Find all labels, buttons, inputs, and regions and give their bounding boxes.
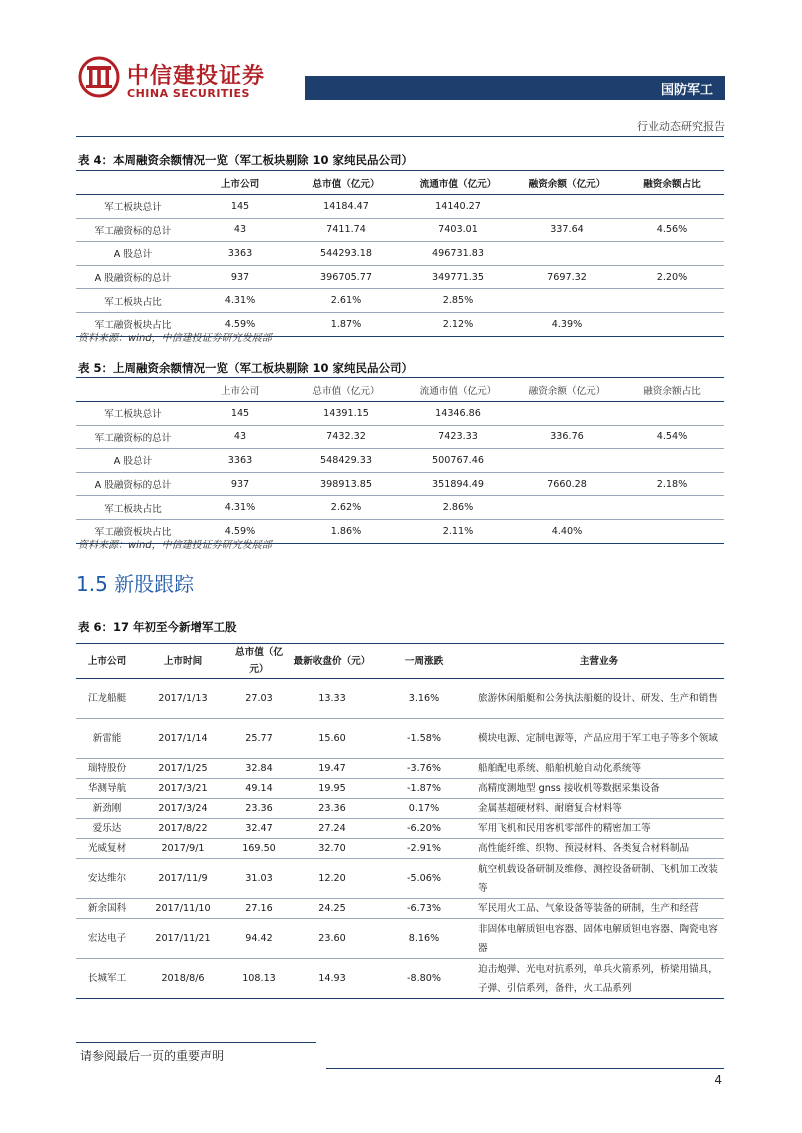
table-cell: 2017/3/24 [138, 799, 228, 819]
table-cell: 军工板块占比 [76, 496, 190, 520]
table-cell: 2.61% [290, 289, 402, 313]
table-cell: 江龙船艇 [76, 679, 138, 719]
table-cell: 3.16% [374, 679, 474, 719]
page-number: 4 [714, 1073, 722, 1087]
table-cell: 1.87% [290, 312, 402, 336]
table-cell: 398913.85 [290, 472, 402, 496]
table-cell [514, 449, 620, 473]
table-cell [620, 519, 724, 543]
table-row [76, 779, 724, 799]
table-cell: 瑞特股份 [76, 759, 138, 779]
table-cell: 43 [190, 218, 290, 242]
table-cell: 军工融资板块占比 [76, 519, 190, 543]
table-cell: 337.64 [514, 218, 620, 242]
section-heading: 1.5 新股跟踪 [76, 572, 195, 596]
table-cell: 旅游休闲船艇和公务执法船艇的设计、研发、生产和销售 [474, 679, 724, 719]
table-row [76, 899, 724, 919]
table-cell: 12.20 [290, 859, 374, 899]
table5-col-3: 流通市值（亿元） [402, 378, 514, 402]
table-cell: 14391.15 [290, 402, 402, 426]
table-cell: 军工融资板块占比 [76, 312, 190, 336]
citic-logo-icon [78, 56, 120, 98]
table-row [76, 195, 724, 219]
table6-col-3: 最新收盘价（元） [290, 644, 374, 679]
table-cell: 3363 [190, 242, 290, 266]
table-cell: 27.03 [228, 679, 290, 719]
table-cell: 544293.18 [290, 242, 402, 266]
table-cell: 船舶配电系统、船舶机舱自动化系统等 [474, 759, 724, 779]
table-cell: 351894.49 [402, 472, 514, 496]
table-cell: 2017/3/21 [138, 779, 228, 799]
table6-col-4: 一周涨跌 [374, 644, 474, 679]
table-cell: 金属基超硬材料、耐磨复合材料等 [474, 799, 724, 819]
table-cell: 军用飞机和民用客机零部件的精密加工等 [474, 819, 724, 839]
table-cell: 1.86% [290, 519, 402, 543]
table-cell: 军工板块总计 [76, 402, 190, 426]
table-cell: 2017/1/13 [138, 679, 228, 719]
table-cell: 2.18% [620, 472, 724, 496]
table-cell: 军工融资标的总计 [76, 425, 190, 449]
table-cell [514, 402, 620, 426]
table-cell: 7432.32 [290, 425, 402, 449]
table-cell: 军工板块总计 [76, 195, 190, 219]
table-cell: 2.62% [290, 496, 402, 520]
header-section-bar [305, 76, 725, 100]
table-cell: 145 [190, 402, 290, 426]
table-row [76, 759, 724, 779]
table-row [76, 265, 724, 289]
table6-header-row [76, 644, 724, 679]
table-cell: 937 [190, 472, 290, 496]
table-cell: 军民用火工品、气象设备等装备的研制，生产和经营 [474, 899, 724, 919]
header-divider [76, 136, 724, 137]
table-cell: 14184.47 [290, 195, 402, 219]
table-cell [620, 496, 724, 520]
table-row [76, 472, 724, 496]
table-row [76, 839, 724, 859]
table-cell: 23.36 [228, 799, 290, 819]
table-row [76, 449, 724, 473]
table-cell: 7403.01 [402, 218, 514, 242]
table-cell [514, 496, 620, 520]
table-cell: 迫击炮弹、光电对抗系列，单兵火箭系列，桥梁用锚具，子弹、引信系列，备件，火工品系列 [474, 959, 724, 999]
table-cell: 49.14 [228, 779, 290, 799]
table-cell: 500767.46 [402, 449, 514, 473]
table5-col-4: 融资余额（亿元） [514, 378, 620, 402]
table-cell: 宏达电子 [76, 919, 138, 959]
table6-col-5: 主营业务 [474, 644, 724, 679]
table6 [76, 643, 724, 999]
table-row [76, 402, 724, 426]
table-cell: A 股总计 [76, 449, 190, 473]
table-cell: 937 [190, 265, 290, 289]
table-cell: 23.60 [290, 919, 374, 959]
table-cell: 27.16 [228, 899, 290, 919]
table-cell [620, 242, 724, 266]
table-cell: 非固体电解质钽电容器、固体电解质钽电容器、陶瓷电容器 [474, 919, 724, 959]
table-cell: 24.25 [290, 899, 374, 919]
table-cell: 2.12% [402, 312, 514, 336]
table4-source: 资料来源：wind，中信建投证券研究发展部 [78, 333, 272, 344]
table-cell: 4.40% [514, 519, 620, 543]
table-row [76, 679, 724, 719]
table-cell: 32.84 [228, 759, 290, 779]
table-cell: 7660.28 [514, 472, 620, 496]
table-cell: 4.56% [620, 218, 724, 242]
table-cell: 349771.35 [402, 265, 514, 289]
table-cell: 2.20% [620, 265, 724, 289]
table-cell: 25.77 [228, 719, 290, 759]
table-cell: 2017/9/1 [138, 839, 228, 859]
table5-col-5: 融资余额占比 [620, 378, 724, 402]
table-cell [620, 195, 724, 219]
table-cell: 4.54% [620, 425, 724, 449]
table-cell [620, 449, 724, 473]
table-cell: 108.13 [228, 959, 290, 999]
table-cell: -2.91% [374, 839, 474, 859]
table-cell: 华测导航 [76, 779, 138, 799]
table-cell: 496731.83 [402, 242, 514, 266]
table-cell: -8.80% [374, 959, 474, 999]
table-cell: 军工板块占比 [76, 289, 190, 313]
table-cell: -1.87% [374, 779, 474, 799]
table-cell: 14.93 [290, 959, 374, 999]
table-cell: -6.20% [374, 819, 474, 839]
table-cell: 航空机载设备研制及维修、测控设备研制、飞机加工改装等 [474, 859, 724, 899]
table-cell: 2017/1/25 [138, 759, 228, 779]
table5-title: 表 5：上周融资余额情况一览（军工板块剔除 10 家纯民品公司） [78, 361, 414, 375]
table4-col-0 [76, 171, 190, 195]
table-cell: 27.24 [290, 819, 374, 839]
table-cell: 4.31% [190, 496, 290, 520]
table4-col-2: 总市值（亿元） [290, 171, 402, 195]
table-cell: 145 [190, 195, 290, 219]
table6-col-0: 上市公司 [76, 644, 138, 679]
table-row [76, 719, 724, 759]
table-cell: 2017/11/21 [138, 919, 228, 959]
table-cell [620, 289, 724, 313]
table-cell: 19.95 [290, 779, 374, 799]
table5-source: 资料来源：wind，中信建投证券研究发展部 [78, 540, 272, 551]
table5-col-2: 总市值（亿元） [290, 378, 402, 402]
table-cell: -5.06% [374, 859, 474, 899]
table-cell: 4.59% [190, 519, 290, 543]
table-cell: 336.76 [514, 425, 620, 449]
footer-divider-left [76, 1042, 316, 1043]
table-cell: 14346.86 [402, 402, 514, 426]
brand-name-en: CHINA SECURITIES [127, 87, 250, 100]
table-cell: 长城军工 [76, 959, 138, 999]
table-cell: A 股融资标的总计 [76, 472, 190, 496]
table4-col-3: 流通市值（亿元） [402, 171, 514, 195]
table-cell [514, 242, 620, 266]
table-row [76, 959, 724, 999]
disclaimer-note: 请参阅最后一页的重要声明 [80, 1049, 225, 1063]
table-cell: -1.58% [374, 719, 474, 759]
table-cell: A 股融资标的总计 [76, 265, 190, 289]
table6-col-1: 上市时间 [138, 644, 228, 679]
table-cell: 7411.74 [290, 218, 402, 242]
table-cell: 15.60 [290, 719, 374, 759]
table-cell: 3363 [190, 449, 290, 473]
table-cell: 4.31% [190, 289, 290, 313]
table-cell: 23.36 [290, 799, 374, 819]
table5-col-0 [76, 378, 190, 402]
table4-header-row [76, 171, 724, 195]
table-cell: 548429.33 [290, 449, 402, 473]
brand-name-cn: 中信建投证券 [127, 64, 266, 89]
table-cell: 2017/8/22 [138, 819, 228, 839]
table-cell: -6.73% [374, 899, 474, 919]
table-cell: 4.59% [190, 312, 290, 336]
table-cell: 新劲刚 [76, 799, 138, 819]
table-row [76, 819, 724, 839]
table-cell: 8.16% [374, 919, 474, 959]
table-cell: 7423.33 [402, 425, 514, 449]
table-cell: 43 [190, 425, 290, 449]
table-cell: 安达维尔 [76, 859, 138, 899]
table-cell: -3.76% [374, 759, 474, 779]
table-cell: 新雷能 [76, 719, 138, 759]
table5-header-row [76, 378, 724, 402]
table-cell: 2018/8/6 [138, 959, 228, 999]
table-cell: 31.03 [228, 859, 290, 899]
table-cell [620, 312, 724, 336]
table-row [76, 425, 724, 449]
table6-col-2: 总市值（亿元） [228, 644, 290, 679]
table4 [76, 171, 724, 337]
table-cell: 模块电源、定制电源等，产品应用于军工电子等多个领域 [474, 719, 724, 759]
table-cell: 2017/1/14 [138, 719, 228, 759]
table-cell: 军工融资标的总计 [76, 218, 190, 242]
table6-title: 表 6：17 年初至今新增军工股 [78, 620, 237, 634]
table-cell: 2.11% [402, 519, 514, 543]
table4-col-4: 融资余额（亿元） [514, 171, 620, 195]
table-cell: 0.17% [374, 799, 474, 819]
table4-title: 表 4：本周融资余额情况一览（军工板块剔除 10 家纯民品公司） [78, 153, 414, 167]
table-cell: 396705.77 [290, 265, 402, 289]
table-cell: 14140.27 [402, 195, 514, 219]
table4-col-5: 融资余额占比 [620, 171, 724, 195]
table-cell: A 股总计 [76, 242, 190, 266]
table-cell: 19.47 [290, 759, 374, 779]
table-row [76, 289, 724, 313]
table-cell [620, 402, 724, 426]
table-cell: 7697.32 [514, 265, 620, 289]
footer-divider-right [326, 1068, 724, 1069]
table-cell: 2017/11/9 [138, 859, 228, 899]
table-cell: 94.42 [228, 919, 290, 959]
table-cell [514, 195, 620, 219]
section-label: 国防军工 [660, 83, 713, 98]
table-cell: 光威复材 [76, 839, 138, 859]
table-cell: 高精度测地型 gnss 接收机等数据采集设备 [474, 779, 724, 799]
table-row [76, 919, 724, 959]
table-cell: 4.39% [514, 312, 620, 336]
table-row [76, 496, 724, 520]
table-row [76, 218, 724, 242]
table-cell: 高性能纤维、织物、预浸材料、各类复合材料制品 [474, 839, 724, 859]
table-cell [514, 289, 620, 313]
table-cell: 2.85% [402, 289, 514, 313]
report-type: 行业动态研究报告 [637, 120, 725, 133]
table-cell: 2017/11/10 [138, 899, 228, 919]
table5-col-1: 上市公司 [190, 378, 290, 402]
table-row [76, 242, 724, 266]
table-cell: 2.86% [402, 496, 514, 520]
table-cell: 169.50 [228, 839, 290, 859]
table-cell: 32.47 [228, 819, 290, 839]
table-row [76, 799, 724, 819]
table-cell: 新余国科 [76, 899, 138, 919]
table-cell: 爱乐达 [76, 819, 138, 839]
table-cell: 32.70 [290, 839, 374, 859]
table5 [76, 378, 724, 544]
table4-col-1: 上市公司 [190, 171, 290, 195]
table-row [76, 859, 724, 899]
table-cell: 13.33 [290, 679, 374, 719]
